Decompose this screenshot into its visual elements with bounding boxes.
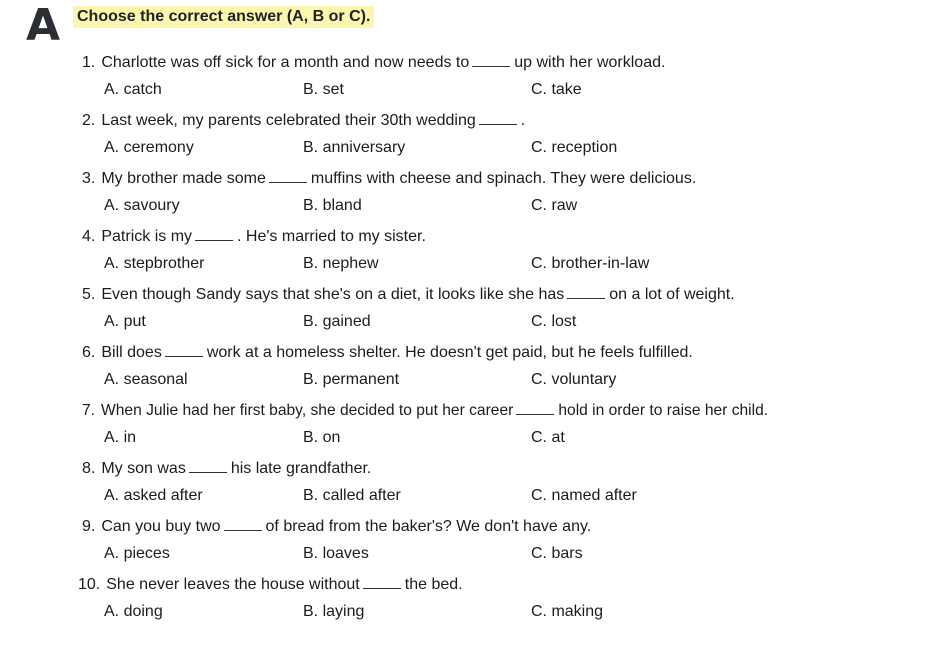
option-a: A. pieces — [104, 545, 170, 562]
stem-text-after: hold in order to raise her child. — [558, 402, 769, 419]
question-stem — [82, 284, 735, 306]
option-b: B. called after — [303, 487, 401, 504]
option-b: B. nephew — [303, 255, 379, 272]
stem-text-before: She never leaves the house without — [106, 576, 360, 593]
stem-text-after: of bread from the baker's? We don't have any. — [265, 518, 592, 535]
question-stem — [82, 516, 591, 538]
stem-text-before: My son was — [101, 460, 186, 477]
answer-blank — [269, 181, 307, 183]
answer-blank — [165, 355, 203, 357]
question-1 — [0, 52, 940, 110]
stem-text-after: muffins with cheese and spinach. They were delicious. — [310, 170, 697, 187]
question-number: 4. — [82, 228, 96, 245]
answer-blank — [472, 65, 510, 67]
question-5 — [0, 284, 940, 342]
option-c: C. reception — [531, 139, 618, 156]
question-list — [0, 52, 940, 632]
option-c: C. lost — [531, 313, 577, 330]
option-a: A. stepbrother — [104, 255, 205, 272]
option-b: B. bland — [303, 197, 362, 214]
option-a: A. in — [104, 429, 137, 446]
option-a: A. asked after — [104, 487, 203, 504]
stem-text-before: Bill does — [101, 344, 162, 361]
option-b: B. permanent — [303, 371, 400, 388]
question-stem — [82, 110, 525, 132]
option-a: A. doing — [104, 603, 163, 620]
answer-blank — [224, 529, 262, 531]
question-stem — [82, 400, 768, 422]
stem-text-before: When Julie had her first baby, she decided to put her career — [101, 402, 514, 419]
option-b: B. set — [303, 81, 344, 98]
stem-text-before: Even though Sandy says that she's on a diet, it looks like she has — [101, 286, 565, 303]
option-c: C. raw — [531, 197, 578, 214]
answer-blank — [195, 239, 233, 241]
question-number: 1. — [82, 54, 96, 71]
option-a: A. savoury — [104, 197, 180, 214]
question-6 — [0, 342, 940, 400]
question-stem — [78, 574, 463, 596]
option-b: B. anniversary — [303, 139, 406, 156]
stem-text-before: My brother made some — [101, 170, 266, 187]
option-c: C. at — [531, 429, 565, 446]
option-c: C. take — [531, 81, 582, 98]
question-number: 6. — [82, 344, 96, 361]
option-a: A. catch — [104, 81, 162, 98]
option-c: C. named after — [531, 487, 637, 504]
question-stem — [82, 168, 696, 190]
option-c: C. brother-in-law — [531, 255, 650, 272]
stem-text-before: Patrick is my — [101, 228, 193, 245]
stem-text-after: work at a homeless shelter. He doesn't get paid, but he feels fulfilled. — [206, 344, 693, 361]
option-c: C. making — [531, 603, 604, 620]
stem-text-after: the bed. — [404, 576, 463, 593]
option-c: C. bars — [531, 545, 583, 562]
option-b: B. on — [303, 429, 341, 446]
option-a: A. ceremony — [104, 139, 194, 156]
stem-text-before: Last week, my parents celebrated their 30th wedding — [101, 112, 476, 129]
option-b: B. laying — [303, 603, 365, 620]
stem-text-after: on a lot of weight. — [609, 286, 735, 303]
option-c: C. voluntary — [531, 371, 617, 388]
stem-text-after: his late grandfather. — [230, 460, 372, 477]
question-stem — [82, 226, 426, 248]
question-8 — [0, 458, 940, 516]
stem-text-before: Can you buy two — [101, 518, 221, 535]
stem-text-before: Charlotte was off sick for a month and now needs to — [101, 54, 470, 71]
section-letter: A — [26, 0, 61, 51]
option-b: B. gained — [303, 313, 371, 330]
question-number: 7. — [82, 402, 96, 419]
question-number: 5. — [82, 286, 96, 303]
option-a: A. seasonal — [104, 371, 188, 388]
stem-text-after: up with her workload. — [514, 54, 666, 71]
question-2 — [0, 110, 940, 168]
question-stem — [82, 52, 665, 74]
question-number: 10. — [78, 576, 101, 593]
instruction-text: Choose the correct answer (A, B or C). — [73, 6, 374, 28]
option-b: B. loaves — [303, 545, 369, 562]
question-4 — [0, 226, 940, 284]
question-10 — [0, 574, 940, 632]
answer-blank — [479, 123, 517, 125]
stem-text-after: . He's married to my sister. — [237, 228, 426, 245]
stem-text-after: . — [520, 112, 526, 129]
answer-blank — [516, 413, 554, 415]
answer-blank — [363, 587, 401, 589]
question-number: 9. — [82, 518, 96, 535]
question-stem — [82, 342, 693, 364]
answer-blank — [189, 471, 227, 473]
question-number: 8. — [82, 460, 96, 477]
question-7 — [0, 400, 940, 458]
option-a: A. put — [104, 313, 146, 330]
answer-blank — [567, 297, 605, 299]
question-9 — [0, 516, 940, 574]
question-number: 2. — [82, 112, 96, 129]
question-number: 3. — [82, 170, 96, 187]
question-3 — [0, 168, 940, 226]
question-stem — [82, 458, 371, 480]
